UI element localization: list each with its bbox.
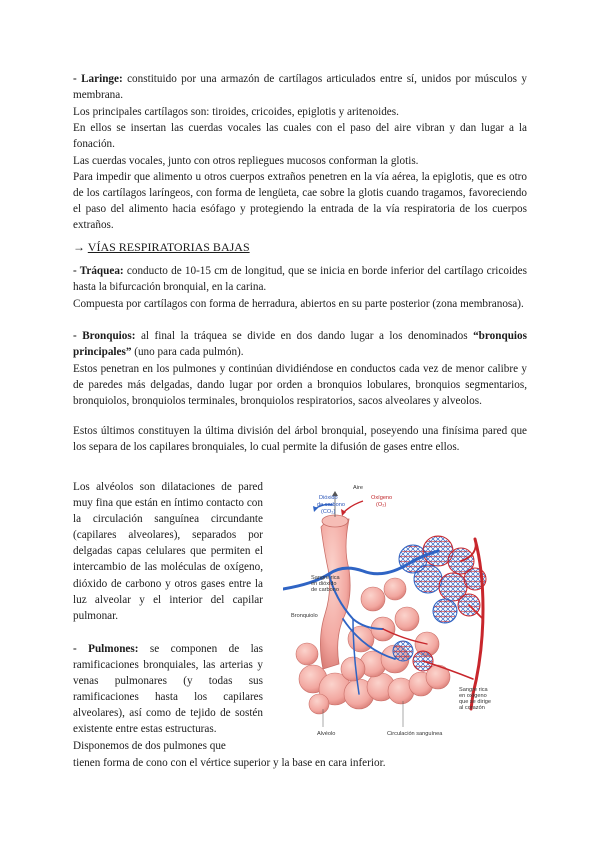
label-sangre-o2-3: que se dirige (459, 699, 492, 705)
bronquios-text: al final la tráquea se divide en dos dando lugar a los denominados (135, 330, 474, 342)
heading-text: VÍAS RESPIRATORIAS BAJAS (87, 240, 250, 254)
cartilagos-paragraph: Los principales cartílagos son: tiroides, cricoides, epiglotis y aritenoides. (73, 106, 399, 118)
alveolos-paragraph-1: Estos últimos constituyen la última división del árbol bronquial, poseyendo una finísima pared que los separa de los capilares bronquiales, lo cual permite la difusión de gases entre ellos. (73, 425, 527, 454)
cuerdas-paragraph-2: Las cuerdas vocales, junto con otros repliegues mucosos conforman la glotis. (73, 155, 419, 167)
epiglotis-paragraph: Para impedir que alimento u otros cuerpos extraños penetren en la vía aérea, la epiglotis, que es otro de los cartílagos laríngeos, con forma de lengüeta, cae sobre la glotis cuando tragamos, favoreciendo el paso del alimento hacia esófago y protegiendo la entrada de la vía respiratoria de los cuerpos extraños. (73, 171, 527, 232)
arrow-icon: → (73, 240, 88, 254)
traquea-paragraph-2: Compuesta por cartílagos con forma de herradura, abiertos en su parte posterior (zona membranosa). (73, 298, 524, 310)
label-bronquiolo: Bronquiolo (291, 613, 318, 619)
label-o2-2: (O₂) (376, 502, 387, 508)
label-co2-1: Dióxido (319, 495, 338, 501)
alveolos-paragraph-2: Los alvéolos son dilataciones de pared muy fina que están en íntimo contacto con la circulación sanguínea circundante (capilares alveolares), separados por delgadas capas celulares que permiten el intercambio de las moléculas de oxígeno, dióxido de carbono y otros gases entre la luz alveolar y el interior del capilar pulmonar. (73, 481, 263, 622)
pulmones-paragraph (73, 641, 263, 738)
label-sangre-co2-2: en dióxido (311, 581, 337, 587)
label-o2-1: Oxígeno (371, 495, 393, 501)
bronquios-paragraph (73, 328, 527, 360)
laringe-text: constituido por una armazón de cartílagos articulados entre sí, unidos por músculos y membrana. (73, 73, 527, 102)
label-sangre-co2-3: de carbono (311, 587, 339, 593)
pulmones-paragraph-2b: tienen forma de cono con el vértice superior y la base en cara inferior. (73, 757, 386, 769)
section-heading (73, 239, 250, 255)
label-sangre-o2-1: Sangre rica (459, 687, 488, 693)
laringe-paragraph (73, 71, 527, 103)
alveoli-illustration (283, 479, 504, 741)
bronquios-principales: “bronquios principales” (73, 330, 527, 359)
pulmones-paragraph-2a: Disponemos de dos pulmones que (73, 740, 226, 752)
label-circulacion: Circulación sanguínea (387, 731, 443, 737)
traquea-paragraph (73, 263, 527, 295)
bronquios-paragraph-2: Estos penetran en los pulmones y continúan dividiéndose en conductos cada vez de menor calibre y de paredes más delgadas, dando lugar por orden a bronquios lobulares, bronquios segmentarios, bronquiolos, bronquiolos terminales, bronquiolos respiratorios, sacos alveolares y alveolos. (73, 363, 527, 408)
pulmones-text: se componen de las ramificaciones bronquiales, las arterias y venas pulmonares (y todas sus ramificaciones hasta los capilares alveolares), así como de tejido de sostén existente entre estas estructuras. (73, 643, 263, 736)
label-alveolo: Alvéolo (317, 731, 336, 737)
bronquios-text-2: (uno para cada pulmón). (131, 346, 244, 359)
label-sangre-co2-1: Sangre rica (311, 575, 340, 581)
alveoli-diagram (283, 479, 504, 741)
label-co2-3: (CO₂) (321, 509, 336, 515)
traquea-title: - Tráquea: (73, 265, 124, 277)
laringe-title: - Laringe: (73, 73, 123, 85)
label-co2-2: de carbono (317, 502, 345, 508)
cuerdas-paragraph-1: En ellos se insertan las cuerdas vocales las cuales con el paso del aire vibran y dan lugar a la fonación. (73, 122, 527, 151)
label-aire: Aire (353, 485, 363, 491)
pulmones-title: - Pulmones: (73, 643, 139, 655)
bronquios-title: - Bronquios: (73, 330, 136, 342)
label-sangre-o2-2: en oxígeno (459, 693, 487, 699)
label-sangre-o2-4: al corazón (459, 705, 485, 711)
traquea-text: conducto de 10-15 cm de longitud, que se inicia en borde inferior del cartílago cricoides hasta la bifurcación bronquial, en la carina. (73, 265, 527, 294)
